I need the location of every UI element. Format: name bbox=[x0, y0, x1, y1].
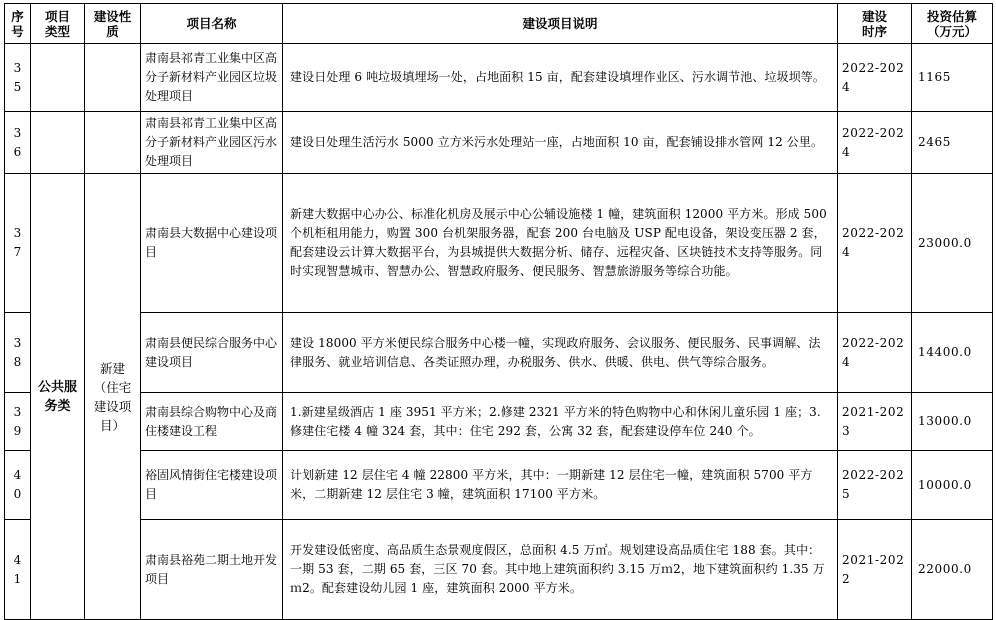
cell-investment: 13000.0 bbox=[912, 393, 993, 451]
cell-period: 2022-2024 bbox=[838, 174, 912, 313]
table-row bbox=[5, 393, 993, 451]
cell-description: 建设日处理生活污水 5000 立方米污水处理站一座，占地面积 10 亩，配套铺设排水管网 12 公里。 bbox=[283, 112, 838, 174]
cell-project-name: 肃南县祁青工业集中区高分子新材料产业园区污水处理项目 bbox=[141, 112, 283, 174]
cell-project-name: 肃南县便民综合服务中心建设项目 bbox=[141, 313, 283, 393]
cell-seq: 38 bbox=[5, 313, 31, 393]
cell-seq: 41 bbox=[5, 520, 31, 620]
cell-nature-empty bbox=[85, 44, 141, 112]
table-row bbox=[5, 451, 993, 520]
cell-seq: 40 bbox=[5, 451, 31, 520]
cell-description: 新建大数据中心办公、标准化机房及展示中心公辅设施楼 1 幢，建筑面积 12000 平方米。形成 500 个机柜租用能力，购置 300 台机架服务器，配套 200 台电脑及 USP 配电设备，架设变压器 2 套，配套建设云计算大数据平台，为县城提供大数据分析、储存、远程灾备、区块链技术支持等服务。同时实现智慧城市、智慧办公、智慧政府服务、便民服务、智慧旅游服务等综合功能。 bbox=[283, 174, 838, 313]
cell-construction-nature: 新建（住宅建设项目） bbox=[85, 174, 141, 620]
header-period: 建设时序 bbox=[838, 4, 912, 44]
cell-period: 2021-2023 bbox=[838, 393, 912, 451]
cell-description: 开发建设低密度、高品质生态景观度假区，总面积 4.5 万㎡。规划建设高品质住宅 188 套。其中：一期 53 套，二期 65 套，三区 70 套。其中地上建筑面积约 3.15 万ｍ2，地下建筑面积约 1.35 万ｍ2。配套建设幼儿园 1 座，建筑面积 2000 平方米。 bbox=[283, 520, 838, 620]
cell-period: 2021-2022 bbox=[838, 520, 912, 620]
cell-description: 建设 18000 平方米便民综合服务中心楼一幢，实现政府服务、会议服务、便民服务、民事调解、法律服务、就业培训信息、各类证照办理，办税服务、供水、供暖、供电、供气等综合服务。 bbox=[283, 313, 838, 393]
cell-nature-empty bbox=[85, 112, 141, 174]
table-row bbox=[5, 174, 993, 313]
header-investment: 投资估算（万元） bbox=[912, 4, 993, 44]
table-row bbox=[5, 112, 993, 174]
cell-project-name: 肃南县祁青工业集中区高分子新材料产业园区垃圾处理项目 bbox=[141, 44, 283, 112]
cell-investment: 23000.0 bbox=[912, 174, 993, 313]
cell-investment: 10000.0 bbox=[912, 451, 993, 520]
cell-period: 2022-2024 bbox=[838, 112, 912, 174]
cell-description: 1.新建星级酒店 1 座 3951 平方米；2.修建 2321 平方米的特色购物中心和休闲儿童乐园 1 座；3.修建住宅楼 4 幢 324 套，其中：住宅 292 套，公寓 32 套，配套建设停车位 240 个。 bbox=[283, 393, 838, 451]
table-row bbox=[5, 44, 993, 112]
cell-description: 计划新建 12 层住宅 4 幢 22800 平方米，其中：一期新建 12 层住宅一幢，建筑面积 5700 平方米，二期新建 12 层住宅 3 幢，建筑面积 17100 平方米。 bbox=[283, 451, 838, 520]
header-nature: 建设性质 bbox=[85, 4, 141, 44]
cell-period: 2022-2024 bbox=[838, 44, 912, 112]
cell-seq: 39 bbox=[5, 393, 31, 451]
cell-project-type: 公共服务类 bbox=[31, 174, 85, 620]
cell-project-name: 肃南县大数据中心建设项目 bbox=[141, 174, 283, 313]
cell-description: 建设日处理 6 吨垃圾填埋场一处，占地面积 15 亩，配套建设填埋作业区、污水调节池、垃圾坝等。 bbox=[283, 44, 838, 112]
cell-investment: 14400.0 bbox=[912, 313, 993, 393]
project-table bbox=[4, 3, 993, 620]
header-desc: 建设项目说明 bbox=[283, 4, 838, 44]
cell-period: 2022-2025 bbox=[838, 451, 912, 520]
header-type: 项目类型 bbox=[31, 4, 85, 44]
cell-type-empty bbox=[31, 112, 85, 174]
cell-seq: 36 bbox=[5, 112, 31, 174]
header-name: 项目名称 bbox=[141, 4, 283, 44]
cell-investment: 2465 bbox=[912, 112, 993, 174]
cell-period: 2022-2024 bbox=[838, 313, 912, 393]
cell-project-name: 肃南县综合购物中心及商住楼建设工程 bbox=[141, 393, 283, 451]
table-row bbox=[5, 520, 993, 620]
table-row bbox=[5, 313, 993, 393]
header-row bbox=[5, 4, 993, 44]
cell-project-name: 肃南县裕苑二期土地开发项目 bbox=[141, 520, 283, 620]
cell-type-empty bbox=[31, 44, 85, 112]
cell-investment: 22000.0 bbox=[912, 520, 993, 620]
cell-project-name: 裕固风情街住宅楼建设项目 bbox=[141, 451, 283, 520]
cell-investment: 1165 bbox=[912, 44, 993, 112]
header-seq: 序号 bbox=[5, 4, 31, 44]
cell-seq: 37 bbox=[5, 174, 31, 313]
cell-seq: 35 bbox=[5, 44, 31, 112]
